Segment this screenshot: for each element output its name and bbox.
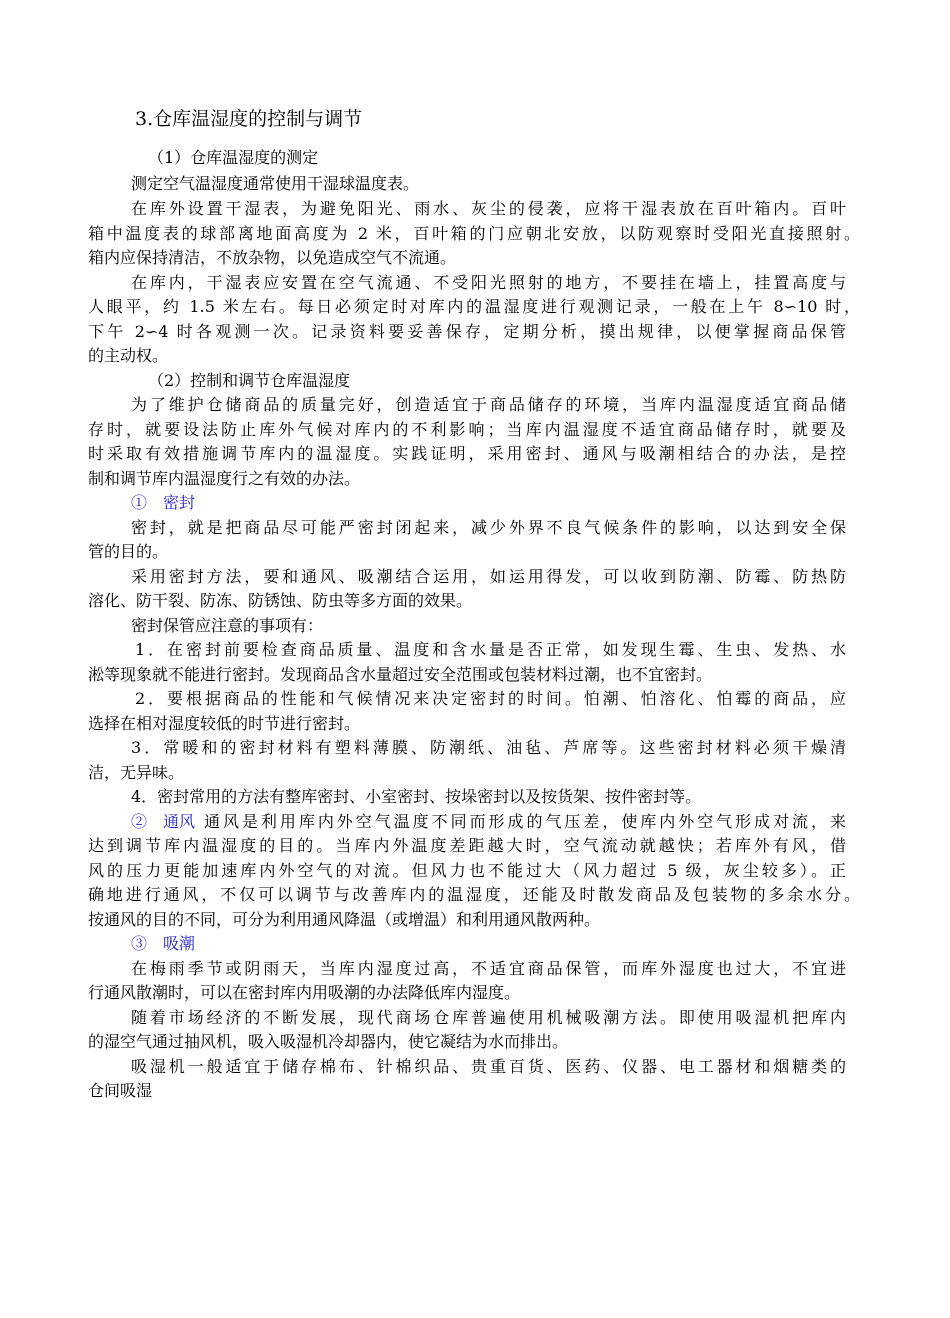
- list-item-line: 选择在相对湿度较低的时节进行密封。: [88, 714, 361, 733]
- item-heading-moisture-absorption: ③ 吸潮: [131, 934, 196, 953]
- paragraph-line: 为了维护仓储商品的质量完好，创造适宜于商品储存的环境，当库内温湿度适宜商品储: [131, 395, 846, 414]
- paragraph-line: 溶化、防干裂、防冻、防锈蚀、防虫等多方面的效果。: [88, 591, 473, 610]
- paragraph-line: 在库内，干湿表应安置在空气流通、不受阳光照射的地方，不要挂在墙上，挂置高度与: [131, 273, 846, 292]
- paragraph-line: 风的压力更能加速库内外空气的对流。但风力也不能过大（风力超过 5 级，灰尘较多）。正: [88, 861, 846, 880]
- paragraph-line: 人眼平，约 1.5 米左右。每日必须定时对库内的温湿度进行观测记录，一般在上午 8∽10 时，: [88, 297, 860, 316]
- paragraph-line: 测定空气温湿度通常使用干湿球温度表。: [131, 174, 420, 193]
- paragraph-line: 存时，就要设法防止库外气候对库内的不利影响；当库内温湿度不适宜商品储存时，就要及: [88, 420, 846, 439]
- list-item-line: 洁，无异味。: [88, 763, 185, 782]
- paragraph-line: 通风是利用库内外空气温度不同而形成的气压差，使库内外空气形成对流，来: [204, 812, 846, 831]
- subsection-heading: （2）控制和调节仓库温湿度: [148, 371, 351, 390]
- paragraph-line: 密封保管应注意的事项有：: [131, 616, 324, 635]
- paragraph-line: 在梅雨季节或阴雨天，当库内湿度过高，不适宜商品保管，而库外湿度也过大，不宜进: [131, 959, 846, 978]
- paragraph-line: 按通风的目的不同，可分为利用通风降温（或增温）和利用通风散两种。: [88, 910, 601, 929]
- paragraph-line: 确地进行通风，不仅可以调节与改善库内的温湿度，还能及时散发商品及包装物的多余水分。: [88, 885, 860, 904]
- list-item-line: 4．密封常用的方法有整库密封、小室密封、按垛密封以及按货架、按件密封等。: [131, 787, 702, 806]
- paragraph-line: 在库外设置干湿表，为避免阳光、雨水、灰尘的侵袭，应将干湿表放在百叶箱内。百叶: [131, 199, 846, 218]
- list-item-line: 1．在密封前要检查商品质量、温度和含水量是否正常，如发现生霉、生虫、发热、水: [135, 640, 846, 659]
- paragraph-line: 时采取有效措施调节库内的温湿度。实践证明，采用密封、通风与吸潮相结合的办法，是控: [88, 444, 846, 463]
- paragraph-line: 行通风散潮时，可以在密封库内用吸潮的办法降低库内湿度。: [88, 983, 521, 1002]
- paragraph-line: 达到调节库内温湿度的目的。当库内外温度差距越大时，空气流动就越快；若库外有风，借: [88, 836, 846, 855]
- paragraph-line: 吸湿机一般适宜于储存棉布、针棉织品、贵重百货、医药、仪器、电工器材和烟糖类的: [131, 1057, 846, 1076]
- paragraph-line: 箱内应保持清洁，不放杂物，以免造成空气不流通。: [88, 248, 457, 267]
- item-heading-sealing: ① 密封: [131, 493, 196, 512]
- paragraph-line: 下午 2∽4 时各观测一次。记录资料要妥善保存，定期分析，摸出规律，以便掌握商品保管: [88, 322, 846, 341]
- list-item-line: 3．常暖和的密封材料有塑料薄膜、防潮纸、油毡、芦席等。这些密封材料必须干燥清: [131, 738, 846, 757]
- paragraph-line: 密封，就是把商品尽可能严密封闭起来，减少外界不良气候条件的影响，以达到安全保: [131, 518, 846, 537]
- paragraph-line: 仓间吸湿: [88, 1081, 153, 1100]
- paragraph-line: 随着市场经济的不断发展，现代商场仓库普遍使用机械吸潮方法。即使用吸湿机把库内: [131, 1008, 846, 1027]
- section-title: 3.仓库温湿度的控制与调节: [135, 108, 363, 130]
- subsection-heading: （1）仓库温湿度的测定: [148, 148, 319, 167]
- list-item-line: 淞等现象就不能进行密封。发现商品含水量超过安全范围或包装材料过潮，也不宜密封。: [88, 665, 713, 684]
- paragraph-line: 管的目的。: [88, 542, 169, 561]
- paragraph-line: 采用密封方法，要和通风、吸潮结合运用，如运用得发，可以收到防潮、防霉、防热防: [131, 567, 846, 586]
- paragraph-line: 的湿空气通过抽风机，吸入吸湿机冷却器内，使它凝结为水而排出。: [88, 1032, 569, 1051]
- item-heading-ventilation: ② 通风: [131, 812, 196, 831]
- list-item-line: 2．要根据商品的性能和气候情况来决定密封的时间。怕潮、怕溶化、怕霉的商品，应: [135, 689, 846, 708]
- paragraph-line: 制和调节库内温湿度行之有效的办法。: [88, 469, 361, 488]
- paragraph-line: 箱中温度表的球部离地面高度为 2 米，百叶箱的门应朝北安放，以防观察时受阳光直接照射。: [88, 224, 860, 243]
- paragraph-line: 的主动权。: [88, 346, 169, 365]
